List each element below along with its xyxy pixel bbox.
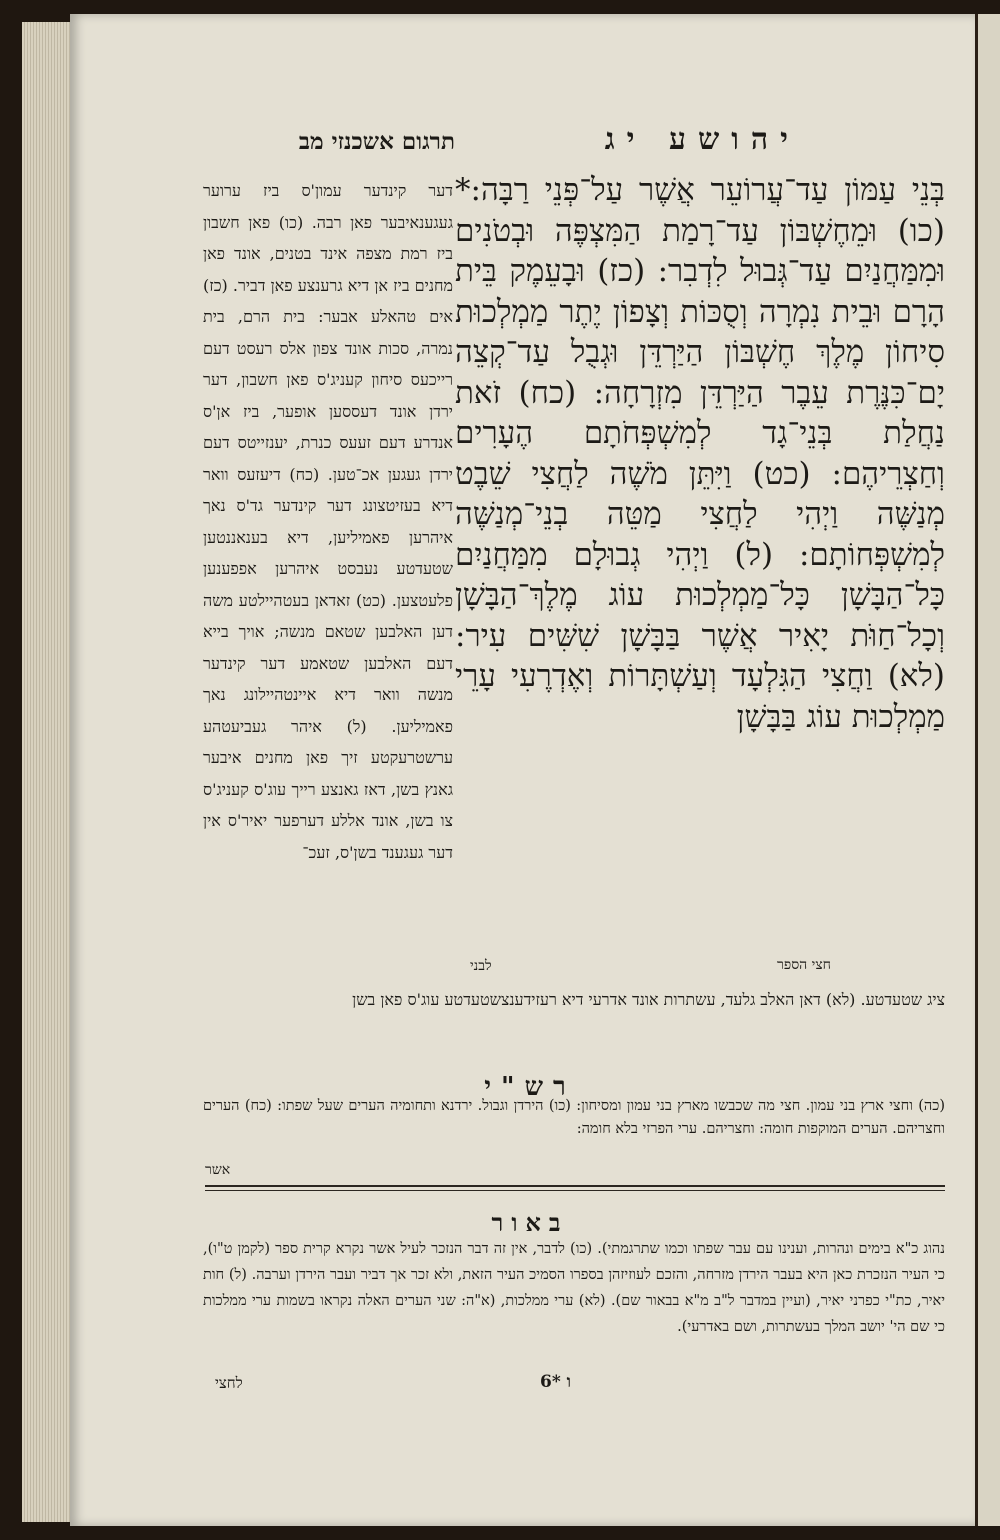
translation-continuation: ציג שטעדטע. (לא) דאן האלב גלעד, עשתרות אונד אדרעי דיא רעזידענצשטעדטע עוג'ס פאן בשן [352,990,945,1009]
main-hebrew-text: בְּנֵי עַמּוֹן עַד־עֲרוֹעֵר אֲשֶׁר עַל־פְּנֵי רַבָּה:* (כו) וּמֵחֶשְׁבּוֹן עַד־רָמַת הַמִּצְפֶּה וּבְטֹנִים וּמִמַּחֲנַיִם עַד־גְּבוּל לִדְבִר: (כז) וּבָעֵמֶק בֵּית הָרָם וּבֵית נִמְרָה וְסֻכּוֹת וְצָפוֹן יֶתֶר מַמְלְכוּת סִיחוֹן מֶלֶךְ חֶשְׁבּוֹן הַיַּרְדֵּן וּגְבֻל עַד־קְצֵה יָם־כִּנֶּרֶת עֵבֶר הַיַּרְדֵּן מִזְרָחָה: (כח) זֹאת נַחֲלַת בְּנֵי־גָד לְמִשְׁפְּחֹתָם הֶעָרִים וְחַצְרֵיהֶם: (כט) וַיִּתֵּן מֹשֶׁה לַחֲצִי שֵׁבֶט מְנַשֶּׁה וַיְהִי לַחֲצִי מַטֵּה בְנֵי־מְנַשֶּׁה לְמִשְׁפְּחוֹתָם: (ל) וַיְהִי גְבוּלָם מִמַּחֲנַיִם כָּל־הַבָּשָׁן כָּל־מַמְלְכוּת עוֹג מֶלֶךְ־הַבָּשָׁן וְכָל־חַוֹּת יָאִיר אֲשֶׁר בַּבָּשָׁן שִׁשִּׁים עִיר: (לא) וַחֲצִי הַגִּלְעָד וְעַשְׁתָּרוֹת וְאֶדְרֶעִי עָרֵי מַמְלְכוּת עוֹג בַּבָּשָׁן [455,172,945,735]
biur-commentary: נהוג כ"א בימים ונהרות, וענינו עם עבר שפתו וכמו שתרגמתי). (כו) לדבר, אין זה דבר הנזכר לעיל אשר נקרא קרית ספר (לקמן ט"ו), כי העיר הנזכרת כאן היא בעבר הירדן מזרחה, והזכם לעוזיזהן בספרו הסמיכ העיר הזאת, ולא זכר אך דביר ועבר הירדן וערבה. (ל) חות יאיר, כת"י כפרני יאיר, (ועיין במדבר ל"ב מ"א בבאור שם). (לא) ערי ממלכות, (א"ה: שני הערים האלה נקראו בשמות ערי ממלכות כי שם הי' יושב המלך בעשתרות, ושם באדרעי). [203,1241,945,1335]
rashi-commentary: (כה) וחצי ארץ בני עמון. חצי מה שכבשו מארץ בני עמון ומסיחון: (כו) הירדן וגבול. ירדנא ותחומיה הערים שעל שפתו: (כח) הערים וחצריהם. הערים המוקפות חומה: וחצריהם. ערי הפרזי בלא חומה: [203,1098,945,1137]
margin-note: חצי הספר [777,957,831,973]
translation-column: דער קינדער עמון'ס ביז ערוער געגענאיבער פאן רבה. (כו) פאן חשבון ביז רמת מצפה אינד בטנים, אונד פאן מחנים ביז אן דיא גרענצע פאן דביר. (כז) אים טהאלע אבער: בית הרם, בית נמרה, סכות אונד צפון אלס רעסט דעם רייכעס סיחון קעניג'ס פאן חשבון, דער ירדן אונד דעססען אופער, ביז אן'ס אנדרע דעם זעעס כנרת, יענזייטס דעם ירדן געגען אכ־טען. (כח) דיעזעס וואר דיא בעזיטצונג דער קינדער גד'ס נאך איהרען פאמיליען, דיא בענאננטען שטעדטע נעבסט איהרען אפפענען פלעטצען. (כט) זאדאן בעטהיילטע משה דען האלבען שטאם מנשה; אויך בייא דעם האלבען שטאמע דער קינדער מנשה וואר דיא איינטהיילונג נאך פאמיליען. (ל) איהר געביעטהע ערשטרעקטע זיך פאן מחנים איבער גאנץ בשן, דאז גאנצע רייך עוג'ס קעניג'ס צו בשן, אונד אללע דערפער יאיר'ס אין דער געגענד בשן'ס, זעכ־ [203,181,453,862]
catchword-main: לבני [470,958,492,974]
biur-heading: באור [491,1208,569,1237]
divider-rule-thin [205,1190,945,1191]
catchword-rashi: אשר [205,1162,231,1178]
facing-page-edge [975,14,1000,1526]
running-head-book: יהושע יג [604,122,800,157]
running-head-translation: תרגום אשכנזי מב [298,128,455,155]
signature-mark: ו *6 [540,1372,572,1392]
rashi-heading: רש"י [484,1072,576,1102]
divider-rule [205,1185,945,1187]
catchword-footer: לחצי [215,1374,243,1392]
